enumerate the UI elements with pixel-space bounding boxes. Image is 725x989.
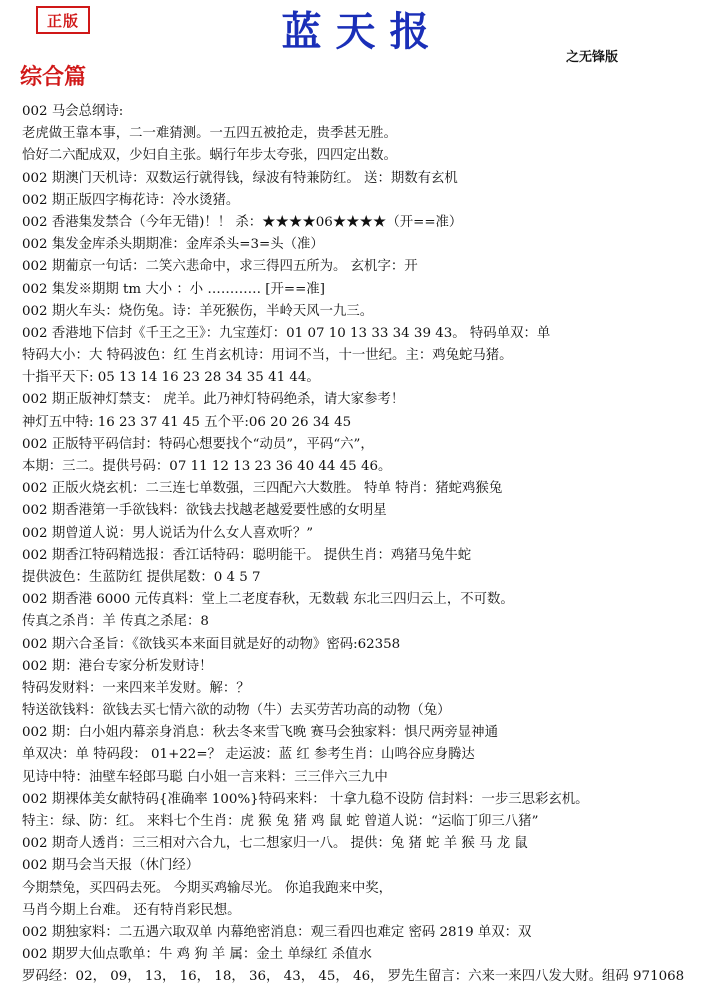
text-line: 002 正版特平码信封：特码心想要找个“动员”，平码“六”， [22,436,374,452]
text-line: 罗码经：02， 09， 13， 16， 18， 36， 43， 45， 46， 罗先生留言：六来一来四八发大财。组码 971068 [22,969,685,985]
text-line: 002 期香港 6000 元传真料：堂上二老度春秋，无数载 东北三四归云上，不可数。 [22,592,514,608]
text-line: 002 期葡京一句话：二笑六悲命中，求三得四五所为。 玄机字：开 [22,259,418,275]
text-line: 单双决：单 特码段： 01+22=？ 走运波：蓝 红 参考生肖：山鸣谷应身腾达 [22,747,475,763]
text-line: 002 期火车头：烧伤兔。诗：羊死猴伤，半岭天风一九三。 [22,303,374,319]
text-line: 002 期香港第一手欲钱料：欲钱去找越老越爱要性感的女明星 [22,503,387,519]
text-line: 特码大小：大 特码波色：红 生肖玄机诗：用词不当，十一世纪。主：鸡兔蛇马猪。 [22,348,513,364]
text-line: 十指平天下: 05 13 14 16 23 28 34 35 41 44。 [22,370,320,386]
text-line: 002 正版火烧玄机：二三连七单数强，三四配六大数胜。 特单 特肖：猪蛇鸡猴兔 [22,481,503,497]
text-line: 002 马会总纲诗: [22,104,124,119]
text-line: 002 期马会当天报（休门经） [22,858,200,874]
text-line: 特送欲钱料：欲钱去买七情六欲的动物（牛）去买劳苦功高的动物（兔） [22,703,451,719]
edition-stamp: 正版 [36,6,90,34]
text-line: 002 期澳门天机诗：双数运行就得钱，绿波有特兼防红。 送：期数有玄机 [22,170,458,186]
text-line: 老虎做王靠本事，二一难猜测。一五四五被抢走，贵季甚无胜。 [22,126,397,142]
text-line: 002 期香江特码精选报：香江话特码：聪明能干。 提供生肖：鸡猪马兔牛蛇 [22,547,472,563]
text-line: 特主：绿、防：红。 来料七个生肖：虎 猴 兔 猪 鸡 鼠 蛇 曾道人说：“运临丁卯三八猪” [22,814,539,829]
text-line: 002 期：港台专家分析发财诗！ [22,658,213,674]
text-line: 002 集发※期期 tm 大小 ：小 ………… [开==准] [22,281,325,297]
text-line: 002 期独家料：二五遇六取双单 内幕绝密消息：观三看四也难定 密码 2819 单双：双 [22,924,532,940]
text-line: 002 期正版四字梅花诗：冷水烫猪。 [22,192,240,208]
text-line: 002 期曾道人说：男人说话为什么女人喜欢听？” [22,525,314,541]
text-line: 本期：三二。提供号码：07 11 12 13 23 36 40 44 45 46。 [22,459,392,474]
text-line: 提供波色：生蓝防红 提供尾数：0 4 5 7 [22,569,261,585]
text-line: 002 期正版神灯禁支： 虎羊。此乃神灯特码绝杀，请大家参考！ [22,392,405,408]
text-line: 002 香港地下信封《千王之王》：九宝莲灯：01 07 10 13 33 34 39 43。 特码单双：单 [22,325,551,341]
text-line: 002 集发金库杀头期期准：金库杀头=3=头（准） [22,237,324,253]
text-line: 002 香港集发禁合（今年无错)！！ 杀：★★★★06★★★★（开==准） [22,214,463,230]
text-line: 002 期奇人透肖：三三相对六合九，七二想家归一八。 提供：兔 猪 蛇 羊 猴 马 龙 鼠 [22,836,528,852]
section-heading: 综合篇 [20,65,87,90]
text-line: 马肖今期上台难。 还有特肖彩民想。 [22,902,241,918]
text-line: 传真之杀肖：羊 传真之杀尾：8 [22,614,209,630]
newspaper-title: 蓝天报 [281,9,444,55]
text-line: 特码发财料：一来四来羊发财。解：？ [22,680,250,696]
text-line: 002 期裸体美女献特码{准确率 100%}特码来料： 十拿九稳不设防 信封料：一步三思彩玄机。 [22,791,589,807]
text-line: 今期禁兔，买四码去死。 今期买鸡输尽光。 你追我跑来中奖， [22,880,393,896]
text-line: 002 期：白小姐内幕亲身消息：秋去冬来雪飞晚 赛马会独家料：惧尺两旁显神通 [22,725,498,741]
text-line: 002 期罗大仙点歌单：牛 鸡 狗 羊 属：金土 单绿红 杀值水 [22,947,372,963]
text-line: 恰好二六配成双，少妇自主张。蜗行年步太夸张，四四定出数。 [22,148,397,164]
text-line: 见诗中特：油壁车轻郎马聪 白小姐一言来料：三三伴六三九中 [22,769,388,785]
edition-label: 之无锋版 [566,50,619,65]
article-body [22,101,722,989]
text-line: 神灯五中特: 16 23 37 41 45 五个平:06 20 26 34 45 [22,414,352,430]
text-line: 002 期六合圣旨：《欲钱买本来面目就是好的动物》密码:62358 [22,636,401,652]
